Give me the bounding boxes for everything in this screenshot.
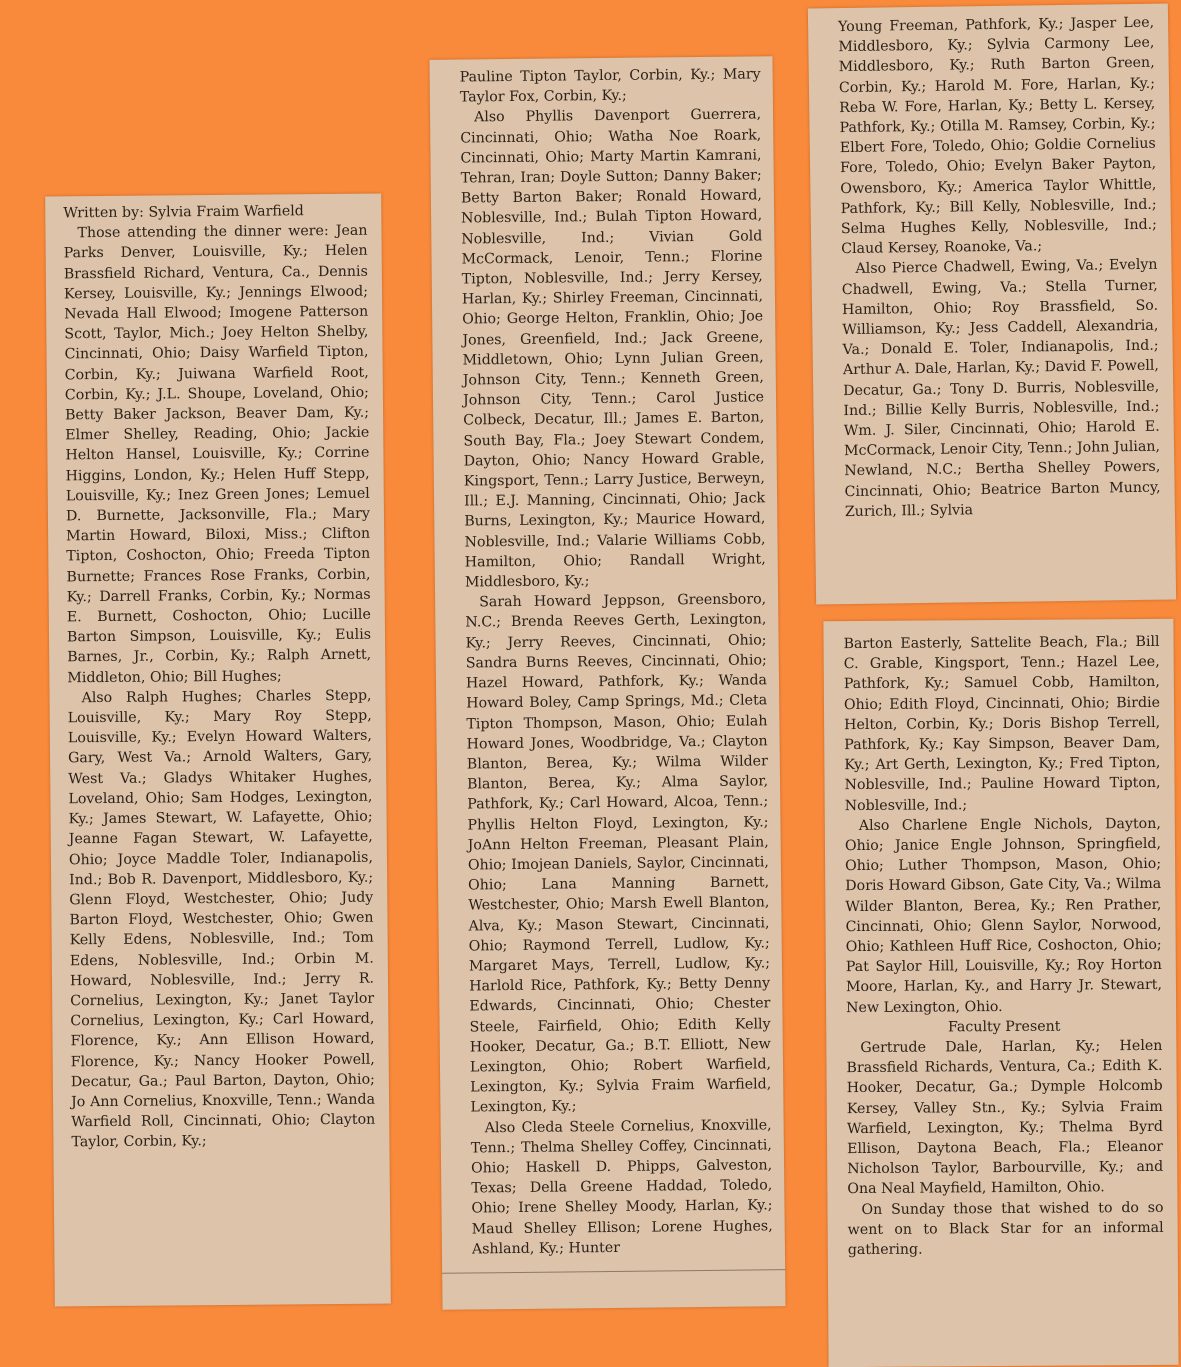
paragraph-attendees-1: Those attending the dinner were: Jean Parks Denver, Louisville, Ky.; Helen Brassfield Richard, Ventura, Ca., Dennis Kersey, Louisville, Ky.; Jennings Elwood; Nevada Hall Elwood; Imogene Patterson Scott, Taylor, Mich.; Joey Helton Shelby, Cincinnati, Ohio; Daisy Warfield Tipton, Corbin, Ky.; Juiwana Warfield Root, Corbin, Ky.; J.L. Shoupe, Loveland, Ohio; Betty Baker Jackson, Beaver Dam, Ky.; Elmer Shelley, Reading, Ohio; Jackie Helton Hansel, Louisville, Ky.; Corrine Higgins, London, Ky.; Helen Huff Stepp, Louisville, Ky.; Inez Green Jones; Lemuel D. Burnette, Jacksonville, Fla.; Mary Martin Howard, Biloxi, Miss.; Clifton Tipton, Coshocton, Ohio; Freeda Tipton Burnette; Frances Rose Franks, Corbin, Ky.; Darrell Franks, Corbin, Ky.; Normas E. Burnett, Coshocton, Ohio; Lucille Barton Simpson, Louisville, Ky.; Eulis Barnes, Jr., Corbin, Ky.; Ralph Arnett, Middleton, Ohio; Bill Hughes; xyxy=(63,222,372,686)
paragraph-attendees-3: Pauline Tipton Taylor, Corbin, Ky.; Mary Taylor Fox, Corbin, Ky.; xyxy=(459,66,761,106)
paragraph-attendees-2: Also Ralph Hughes; Charles Stepp, Louisville, Ky.; Mary Roy Stepp, Louisville, Ky.; Evelyn Howard Walters, Gary, West Va.; Arnold Walters, Gary, West Va.; Gladys Whitaker Hughes, Loveland, Ohio; Sam Hodges, Lexington, Ky.; James Stewart, W. Lafayette, Ohio; Jeanne Fagan Stewart, W. Lafayette, Ohio; Joyce Maddle Toler, Indianapolis, Ind.; Bob R. Davenport, Middlesboro, Ky.; Glenn Floyd, Westchester, Ohio; Judy Barton Floyd, Westchester, Ohio; Gwen Kelly Edens, Noblesville, Ind.; Tom Edens, Noblesville, Ind.; Orbin M. Howard, Noblesville, Ind.; Jerry R. Cornelius, Lexington, Ky.; Janet Taylor Cornelius, Lexington, Ky.; Carl Howard, Florence, Ky.; Ann Ellison Howard, Florence, Ky.; Nancy Hooker Powell, Decatur, Ga.; Paul Barton, Dayton, Ohio; Jo Ann Cornelius, Knoxville, Tenn.; Wanda Warfield Roll, Cincinnati, Ohio; Clayton Taylor, Corbin, Ky.; xyxy=(67,687,376,1151)
clipping-column-2 xyxy=(429,56,785,1310)
paragraph-attendees-5: Sarah Howard Jeppson, Greensboro, N.C.; Brenda Reeves Gerth, Lexington, Ky.; Jerry Reeves, Cincinnati, Ohio; Sandra Burns Reeves, Cincinnati, Ohio; Hazel Howard, Pathfork, Ky.; Wanda Howard Boley, Camp Springs, Md.; Cleta Tipton Thompson, Mason, Ohio; Eulah Howard Jones, Woodbridge, Va.; Clayton Blanton, Berea, Ky.; Wilma Wilder Blanton, Berea, Ky.; Alma Saylor, Pathfork, Ky.; Carl Howard, Alcoa, Tenn.; Phyllis Helton Floyd, Lexington, Ky.; JoAnn Helton Freeman, Pleasant Plain, Ohio; Imojean Daniels, Saylor, Cincinnati, Ohio; Lana Manning Barnett, Westchester, Ohio; Marsh Ewell Blanton, Alva, Ky.; Mason Stewart, Cincinnati, Ohio; Raymond Terrell, Ludlow, Ky.; Margaret Mays, Terrell, Ludlow, Ky.; Harlold Rice, Pathfork, Ky.; Betty Denny Edwards, Cincinnati, Ohio; Chester Steele, Fairfield, Ohio; Edith Kelly Hooker, Decatur, Ga.; B.T. Elliott, New Lexington, Ohio; Robert Warfield, Lexington, Ky.; Sylvia Fraim Warfield, Lexington, Ky.; xyxy=(465,591,772,1116)
clipping-column-3 xyxy=(808,4,1176,605)
paragraph-attendees-6: Also Cleda Steele Cornelius, Knoxville, Tenn.; Thelma Shelley Coffey, Cincinnati, Ohio; Haskell D. Phipps, Galveston, Texas; Della Greene Haddad, Toledo, Ohio; Irene Shelley Moody, Harlan, Ky.; Maud Shelley Ellison; Lorene Hughes, Ashland, Ky.; Hunter xyxy=(470,1116,773,1258)
paragraph-attendees-8: Also Pierce Chadwell, Ewing, Va.; Evelyn Chadwell, Ewing, Va.; Stella Turner, Hamilton, Ohio; Roy Brassfield, So. Williamson, Ky.; Jess Caddell, Alexandria, Va.; Donald E. Toler, Indianapolis, Ind.; Arthur A. Dale, Harlan, Ky.; David F. Powell, Decatur, Ga.; Tony D. Burris, Noblesville, Ind.; Billie Kelly Burris, Noblesville, Ind.; Wm. J. Siler, Cincinnati, Ohio; Harold E. McCormack, Lenoir City, Tenn.; John Julian, Newland, N.C.; Bertha Shelley Powers, Cincinnati, Ohio; Beatrice Barton Muncy, Zurich, Ill.; Sylvia xyxy=(841,257,1161,520)
clipping-column-1 xyxy=(45,194,391,1307)
paragraph-attendees-4: Also Phyllis Davenport Guerrera, Cincinnati, Ohio; Watha Noe Roark, Cincinnati, Ohio; Marty Martin Kamrani, Tehran, Iran; Doyle Sutton; Danny Baker; Betty Barton Baker; Ronald Howard, Noblesville, Ind.; Bulah Tipton Howard, Noblesville, Ind.; Vivian Gold McCormack, Lenoir, Tenn.; Florine Tipton, Noblesville, Ind.; Jerry Kersey, Harlan, Ky.; Shirley Freeman, Cincinnati, Ohio; George Helton, Franklin, Ohio; Joe Jones, Greenfield, Ind.; Jack Greene, Middletown, Ohio; Lynn Julian Green, Johnson City, Tenn.; Kenneth Green, Johnson City, Tenn.; Carol Justice Colbeck, Decatur, Ill.; James E. Barton, South Bay, Fla.; Joey Stewart Condem, Dayton, Ohio; Nancy Howard Grable, Kingsport, Tenn.; Larry Justice, Berweyn, Ill.; E.J. Manning, Cincinnati, Ohio; Jack Burns, Lexington, Ky.; Maurice Howard, Noblesville, Ind.; Valarie Williams Cobb, Hamilton, Ohio; Randall Wright, Middlesboro, Ky.; xyxy=(460,106,766,591)
paragraph-sunday: On Sunday those that wished to do so went on to Black Star for an informal gathering. xyxy=(847,1199,1164,1259)
paragraph-attendees-9: Barton Easterly, Sattelite Beach, Fla.; Bill C. Grable, Kingsport, Tenn.; Hazel Lee, Pathfork, Ky.; Samuel Cobb, Hamilton, Ohio; Edith Floyd, Cincinnati, Ohio; Birdie Helton, Corbin, Ky.; Doris Bishop Terrell, Pathfork, Ky.; Kay Simpson, Beaver Dam, Ky.; Art Gerth, Lexington, Ky.; Fred Tipton, Noblesville, Ind.; Pauline Howard Tipton, Noblesville, Ind.; xyxy=(843,633,1161,814)
paragraph-attendees-10: Also Charlene Engle Nichols, Dayton, Ohio; Janice Engle Johnson, Springfield, Ohio; Luther Thompson, Mason, Ohio; Doris Howard Gibson, Gate City, Va.; Wilma Wilder Blanton, Berea, Ky.; Ren Prather, Cincinnati, Ohio; Glenn Saylor, Norwood, Ohio; Kathleen Huff Rice, Coshocton, Ohio; Pat Saylor Hill, Louisville, Ky.; Roy Horton Moore, Harlan, Ky., and Harry Jr. Stewart, New Lexington, Ohio. xyxy=(844,815,1163,1016)
byline: Written by: Sylvia Fraim Warfield xyxy=(63,203,304,222)
faculty-heading: Faculty Present xyxy=(947,1018,1061,1036)
clipping-column-4 xyxy=(823,619,1178,1367)
column-divider-rule xyxy=(442,1269,785,1274)
paragraph-attendees-7: Young Freeman, Pathfork, Ky.; Jasper Lee, Middlesboro, Ky.; Sylvia Carmony Lee, Middlesboro, Ky.; Ruth Barton Green, Corbin, Ky.; Harold M. Fore, Harlan, Ky.; Reba W. Fore, Harlan, Ky.; Betty L. Kersey, Pathfork, Ky.; Otilla M. Ramsey, Corbin, Ky.; Elbert Fore, Toledo, Ohio; Goldie Cornelius Fore, Toledo, Ohio; Evelyn Baker Payton, Owensboro, Ky.; America Taylor Whittle, Pathfork, Ky.; Bill Kelly, Noblesville, Ind.; Selma Hughes Kelly, Noblesville, Ind.; Claud Kersey, Roanoke, Va.; xyxy=(838,14,1158,258)
paragraph-faculty: Gertrude Dale, Harlan, Ky.; Helen Brassfield Richards, Ventura, Ca.; Edith K. Hooker, Decatur, Ga.; Dymple Holcomb Kersey, Valley Stn., Ky.; Sylvia Fraim Warfield, Lexington, Ky.; Thelma Byrd Ellison, Daytona Beach, Fla.; Eleanor Nicholson Taylor, Barbourville, Ky.; and Ona Neal Mayfield, Hamilton, Ohio. xyxy=(846,1037,1164,1198)
